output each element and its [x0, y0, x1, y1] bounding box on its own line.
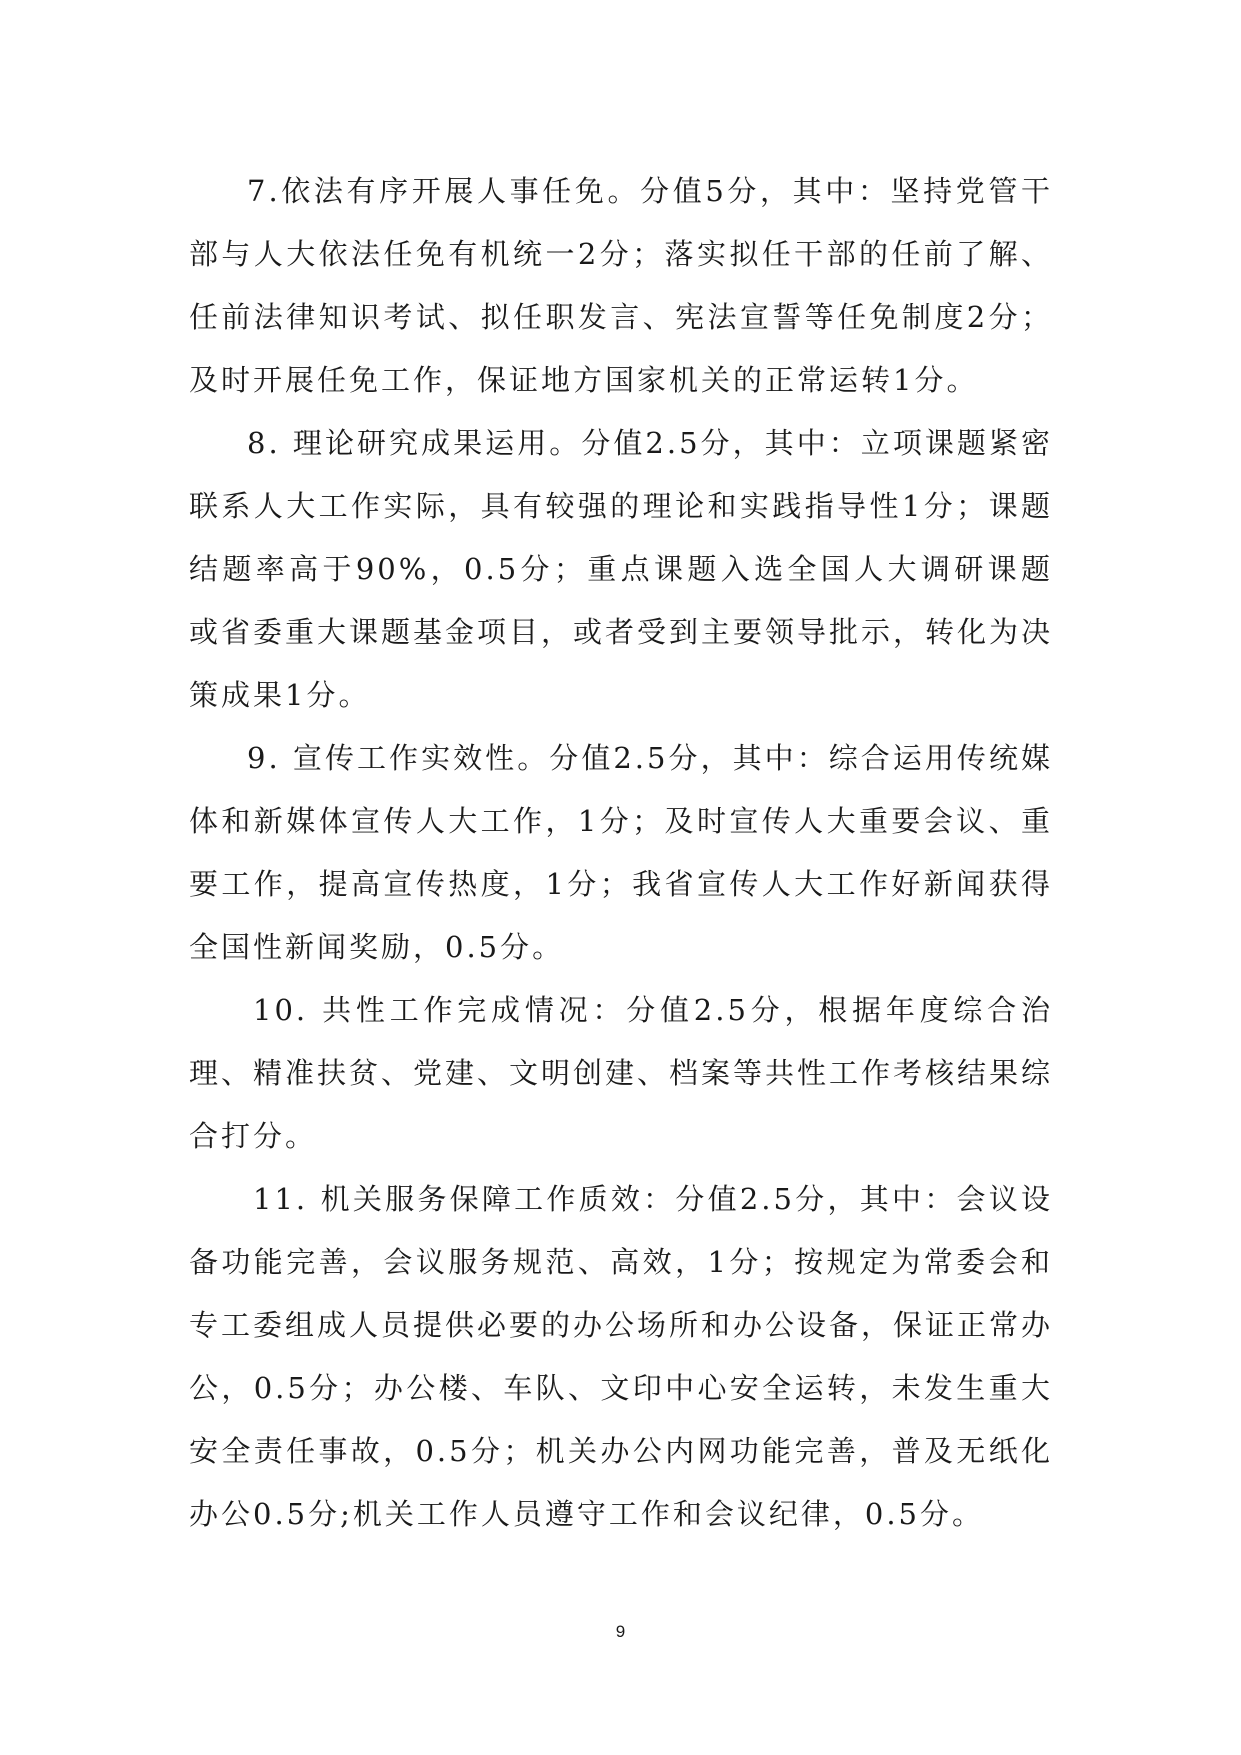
- paragraph-item-7: 7.依法有序开展人事任免。分值5分，其中：坚持党管干部与人大依法任免有机统一2分；落实拟任干部的任前了解、任前法律知识考试、拟任职发言、宪法宣誓等任免制度2分；及时开展任免工作，保证地方国家机关的正常运转1分。: [189, 174, 1053, 397]
- page-number: 9: [615, 1622, 626, 1641]
- paragraph-item-11: 11. 机关服务保障工作质效：分值2.5分，其中：会议设备功能完善，会议服务规范、高效，1分；按规定为常委会和专工委组成人员提供必要的办公场所和办公设备，保证正常办公，0.5分；办公楼、车队、文印中心安全运转，未发生重大安全责任事故，0.5分；机关办公内网功能完善，普及无纸化办公0.5分;机关工作人员遵守工作和会议纪律，0.5分。: [189, 1182, 1054, 1531]
- document-body: [189, 160, 1053, 1546]
- paragraph-item-10: 10. 共性工作完成情况：分值2.5分，根据年度综合治理、精准扶贫、党建、文明创建、档案等共性工作考核结果综合打分。: [189, 993, 1054, 1153]
- paragraph-item-8: 8. 理论研究成果运用。分值2.5分，其中：立项课题紧密联系人大工作实际，具有较强的理论和实践指导性1分；课题结题率高于90%，0.5分；重点课题入选全国人大调研课题或省委重大课题基金项目，或者受到主要领导批示，转化为决策成果1分。: [189, 426, 1054, 712]
- paragraph-item-9: 9. 宣传工作实效性。分值2.5分，其中：综合运用传统媒体和新媒体宣传人大工作，1分；及时宣传人大重要会议、重要工作，提高宣传热度，1分；我省宣传人大工作好新闻获得全国性新闻奖励，0.5分。: [189, 741, 1053, 964]
